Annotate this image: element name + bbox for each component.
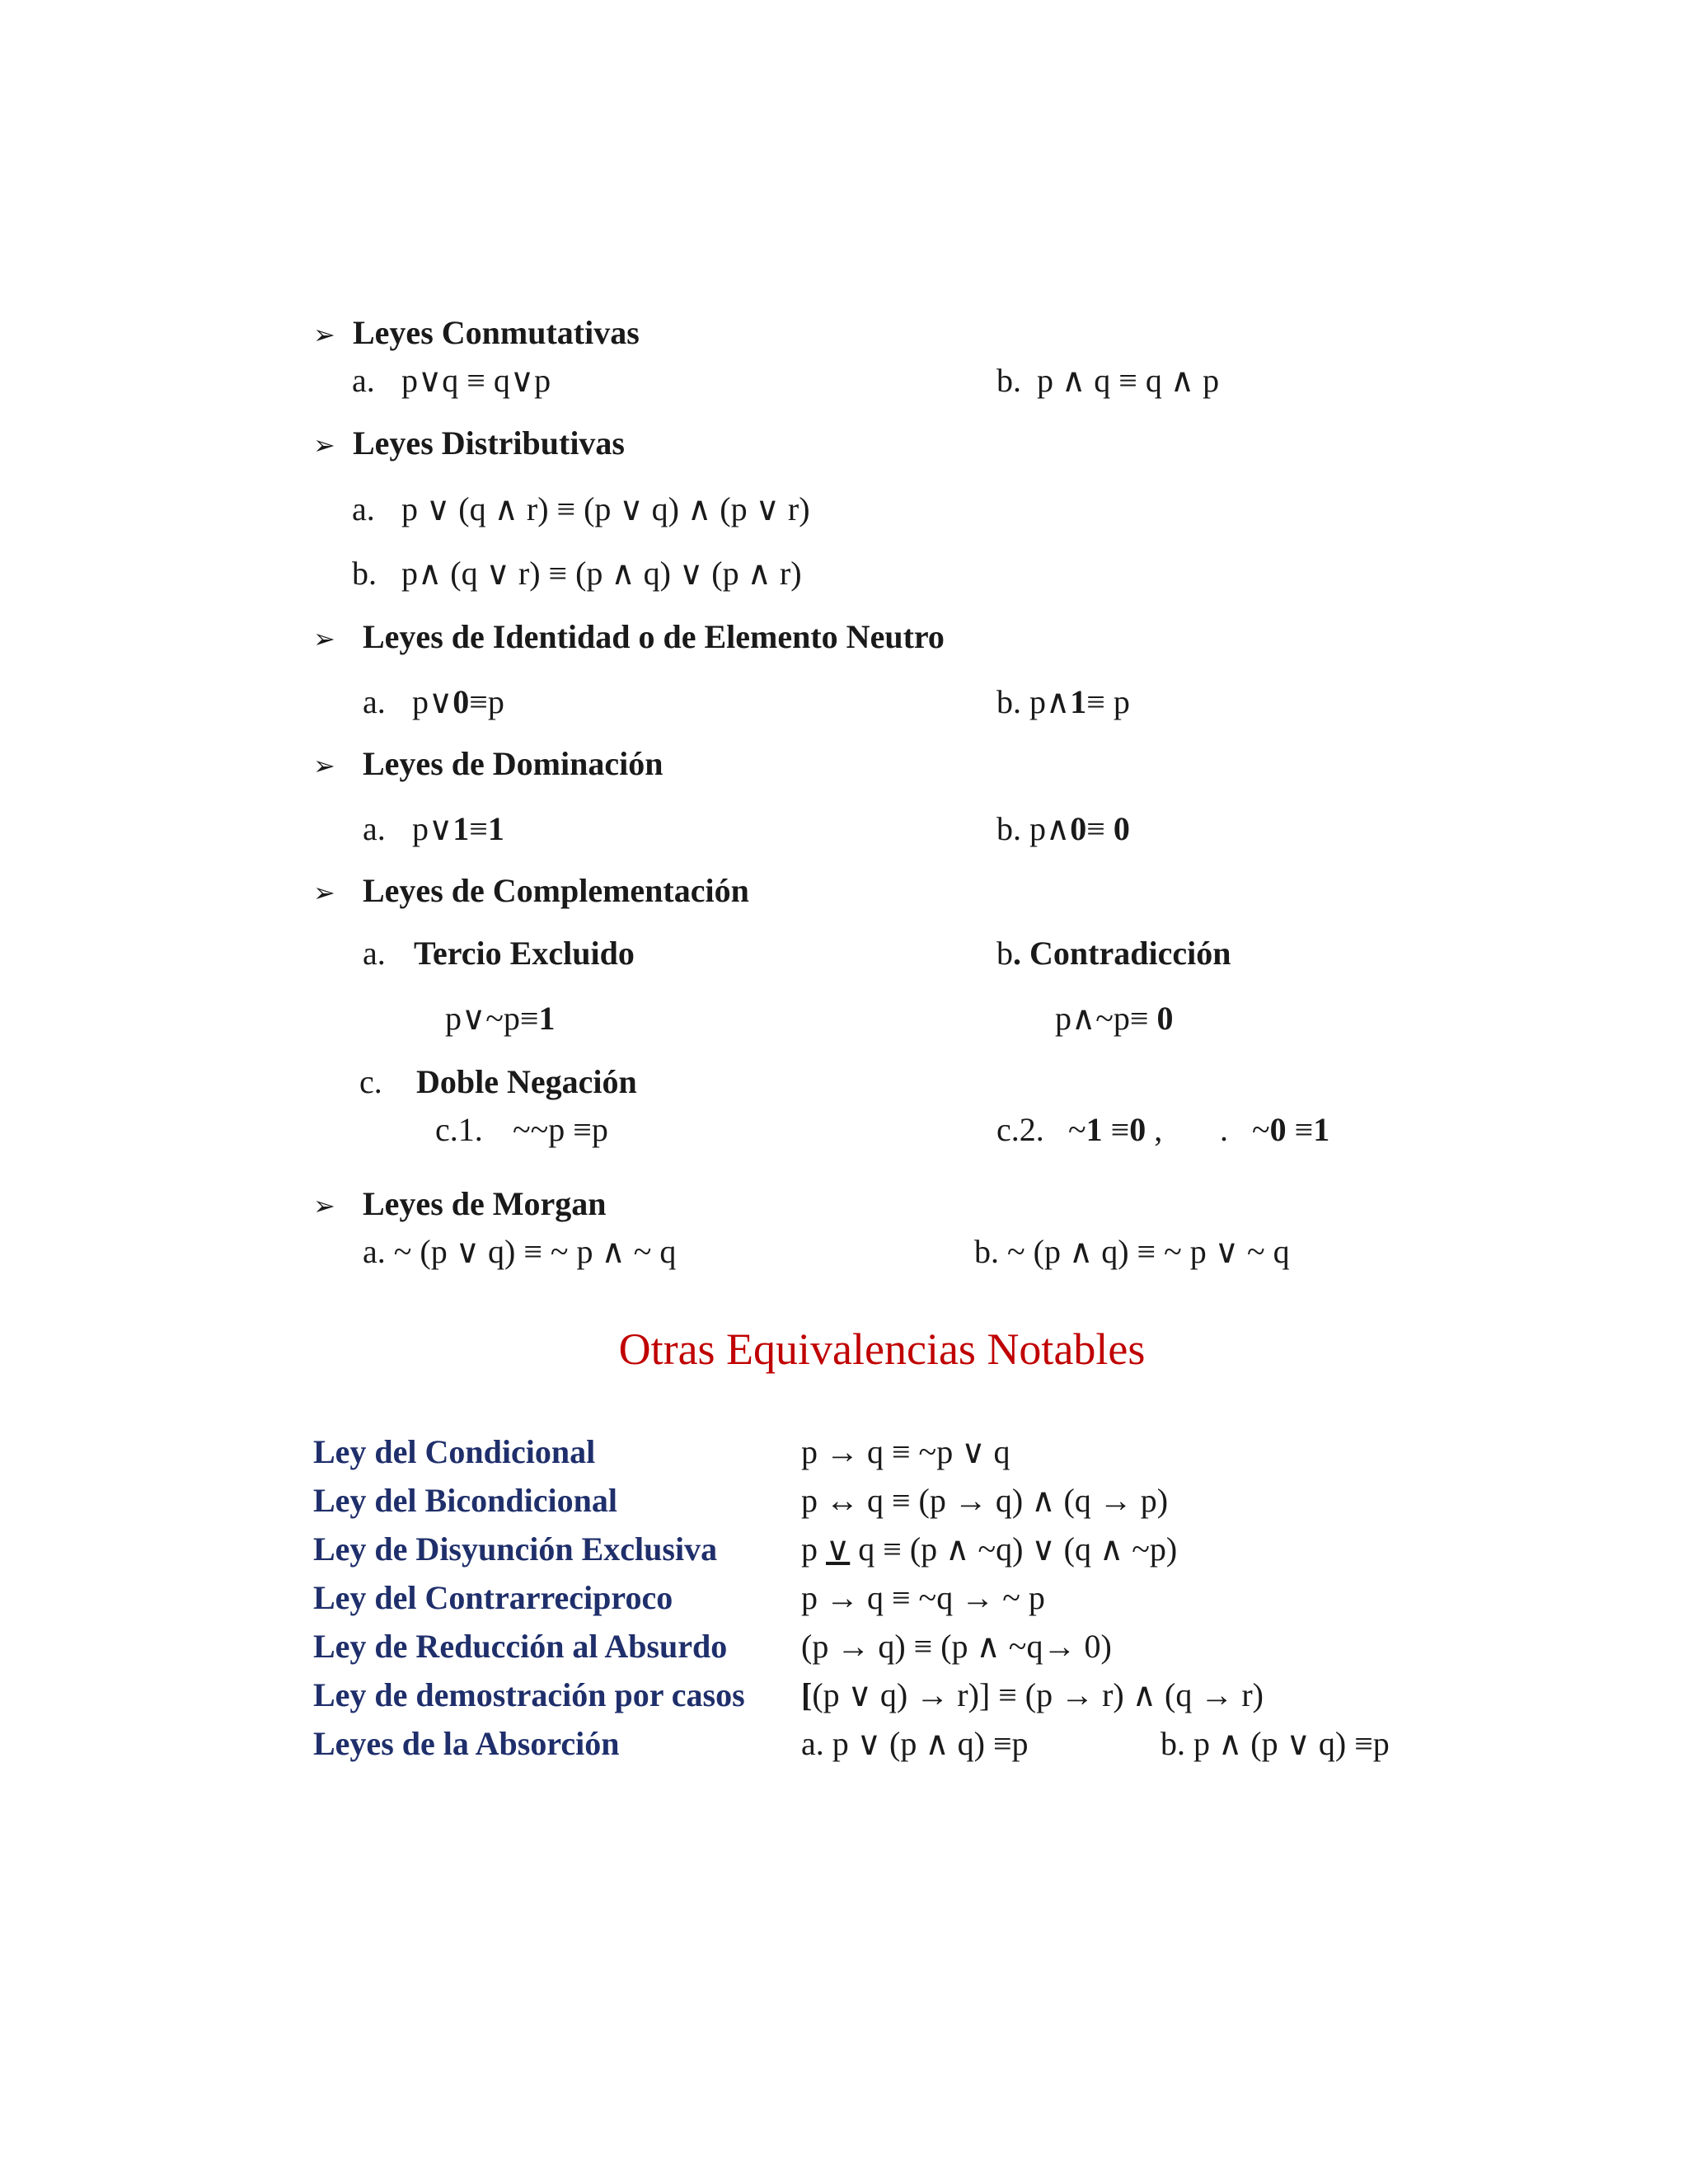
formula-part: ≡ [1286, 1111, 1314, 1148]
c1-label: c.1. [435, 1111, 483, 1148]
law-formula [801, 1675, 1264, 1715]
arrowhead-bullet-icon: ➢ [313, 319, 335, 350]
formula-bold-part: 1 [538, 1000, 556, 1037]
section-title-otras-equivalencias: Otras Equivalencias Notables [618, 1324, 1146, 1374]
conmutativas-a-formula: p∨q ≡ q∨p [401, 362, 551, 399]
formula-label: b. [996, 810, 1021, 847]
formula-bold-part: [ [801, 1676, 813, 1713]
formula-part: , [1146, 1111, 1163, 1148]
formula-part: ≡ [1086, 810, 1114, 847]
dominacion-a-label: a. [363, 810, 386, 847]
formula-part: p∨~p≡ [445, 1000, 539, 1037]
doble-negacion-title: Doble Negación [416, 1063, 637, 1100]
law-name: Ley del Contrarreciproco [313, 1579, 673, 1616]
formula-bold-part: 1 [1085, 1111, 1103, 1148]
identidad-a-formula [412, 682, 504, 722]
complementacion-a-label: a. [363, 935, 386, 972]
formula-part: p [801, 1530, 826, 1568]
identidad-b-formula [996, 682, 1130, 722]
law-formula [801, 1530, 1177, 1569]
section-heading-conmutativas [313, 313, 640, 354]
law-formula: (p → q) ≡ (p ∧ ~q→ 0) [801, 1628, 1112, 1665]
formula-part: p∧~p≡ [1055, 1000, 1157, 1037]
formula-bold-part: 0 [1113, 810, 1130, 847]
tercio-excluido-title: Tercio Excluido [414, 935, 635, 972]
formula-part: ≡p [469, 683, 504, 720]
morgan-b-formula: b. ~ (p ∧ q) ≡ ~ p ∨ ~ q [974, 1233, 1290, 1270]
heading-text: Leyes Conmutativas [353, 314, 640, 351]
identidad-a-label: a. [363, 683, 386, 720]
conmutativas-b-formula: p ∧ q ≡ q ∧ p [1037, 362, 1220, 399]
formula-bold-part: 1 [487, 810, 504, 847]
conmutativas-a-label: a. [352, 362, 375, 399]
formula-part: p∧ [1029, 810, 1071, 847]
heading-text: Leyes Distributivas [353, 424, 625, 462]
arrowhead-bullet-icon: ➢ [313, 623, 335, 654]
formula-part: q ≡ (p ∧ ~q) ∨ (q ∧ ~p) [850, 1530, 1178, 1568]
c1-formula: ~~p ≡p [513, 1111, 608, 1148]
formula-part: p∧ [1029, 683, 1071, 720]
section-heading-morgan [313, 1184, 607, 1226]
contradiccion-title [996, 934, 1231, 973]
exclusive-or-symbol: ∨ [826, 1530, 851, 1568]
law-name: Ley de Reducción al Absurdo [313, 1628, 728, 1665]
formula-part: ≡ [469, 810, 488, 847]
law-name: Ley de demostración por casos [313, 1676, 745, 1713]
formula-part: ≡ p [1086, 683, 1130, 720]
law-formula: p → q ≡ ~q → ~ p [801, 1579, 1045, 1616]
formula-bold-part: 0 [1269, 1111, 1287, 1148]
conmutativas-b-label: b. [996, 362, 1021, 399]
law-name: Ley de Disyunción Exclusiva [313, 1530, 718, 1568]
law-name: Leyes de la Absorción [313, 1725, 620, 1762]
formula-bold-part: 1 [1313, 1111, 1330, 1148]
dominacion-a-formula [412, 809, 504, 849]
arrowhead-bullet-icon: ➢ [313, 877, 335, 908]
formula-bold-part: 0 [1129, 1111, 1146, 1148]
formula-bold-part: 0 [452, 683, 470, 720]
distributivas-b-label: b. [352, 555, 377, 592]
law-name: Ley del Condicional [313, 1433, 596, 1470]
section-heading-complementacion [313, 871, 749, 912]
formula-part: (p ∨ q) → r)] ≡ (p → r) ∧ (q → r) [812, 1676, 1264, 1713]
distributivas-a-label: a. [352, 490, 375, 527]
formula-bold-part: 1 [452, 810, 470, 847]
formula-part: ≡ [1102, 1111, 1130, 1148]
arrowhead-bullet-icon: ➢ [313, 429, 335, 461]
c3-formula [1252, 1110, 1329, 1150]
heading-text: Leyes de Identidad o de Elemento Neutro [363, 618, 945, 655]
law-formula-b: b. p ∧ (p ∨ q) ≡p [1160, 1725, 1390, 1762]
law-name: Ley del Bicondicional [313, 1482, 617, 1519]
formula-label: b [996, 935, 1013, 972]
heading-text: Leyes de Dominación [363, 745, 663, 782]
contradiccion-text: . Contradicción [1013, 935, 1231, 972]
c2-label: c.2. [996, 1111, 1044, 1148]
arrowhead-bullet-icon: ➢ [313, 750, 335, 781]
distributivas-b-formula: p∧ (q ∨ r) ≡ (p ∧ q) ∨ (p ∧ r) [401, 555, 802, 592]
formula-part: ~ [1252, 1111, 1270, 1148]
section-heading-dominacion [313, 744, 663, 785]
formula-bold-part: 0 [1156, 1000, 1174, 1037]
section-heading-identidad [313, 617, 945, 658]
complementacion-c-label: c. [359, 1063, 382, 1100]
heading-text: Leyes de Morgan [363, 1185, 607, 1222]
contradiccion-formula [1055, 999, 1173, 1038]
tercio-excluido-formula [445, 999, 555, 1038]
heading-text: Leyes de Complementación [363, 872, 749, 909]
section-heading-distributivas [313, 424, 625, 465]
c3-dot: . [1220, 1111, 1228, 1148]
formula-bold-part: 1 [1070, 683, 1087, 720]
formula-bold-part: 0 [1070, 810, 1087, 847]
c2-formula [1068, 1110, 1162, 1150]
formula-part: ~ [1068, 1111, 1086, 1148]
law-formula: p → q ≡ ~p ∨ q [801, 1433, 1010, 1470]
law-formula: p ↔ q ≡ (p → q) ∧ (q → p) [801, 1482, 1169, 1519]
distributivas-a-formula: p ∨ (q ∧ r) ≡ (p ∨ q) ∧ (p ∨ r) [401, 490, 810, 527]
dominacion-b-formula [996, 809, 1130, 849]
formula-part: p∨ [412, 683, 453, 720]
arrowhead-bullet-icon: ➢ [313, 1190, 335, 1221]
formula-label: b. [996, 683, 1021, 720]
morgan-a-formula: a. ~ (p ∨ q) ≡ ~ p ∧ ~ q [363, 1233, 677, 1270]
formula-part: p∨ [412, 810, 453, 847]
law-formula-a: a. p ∨ (p ∧ q) ≡p [801, 1725, 1029, 1762]
